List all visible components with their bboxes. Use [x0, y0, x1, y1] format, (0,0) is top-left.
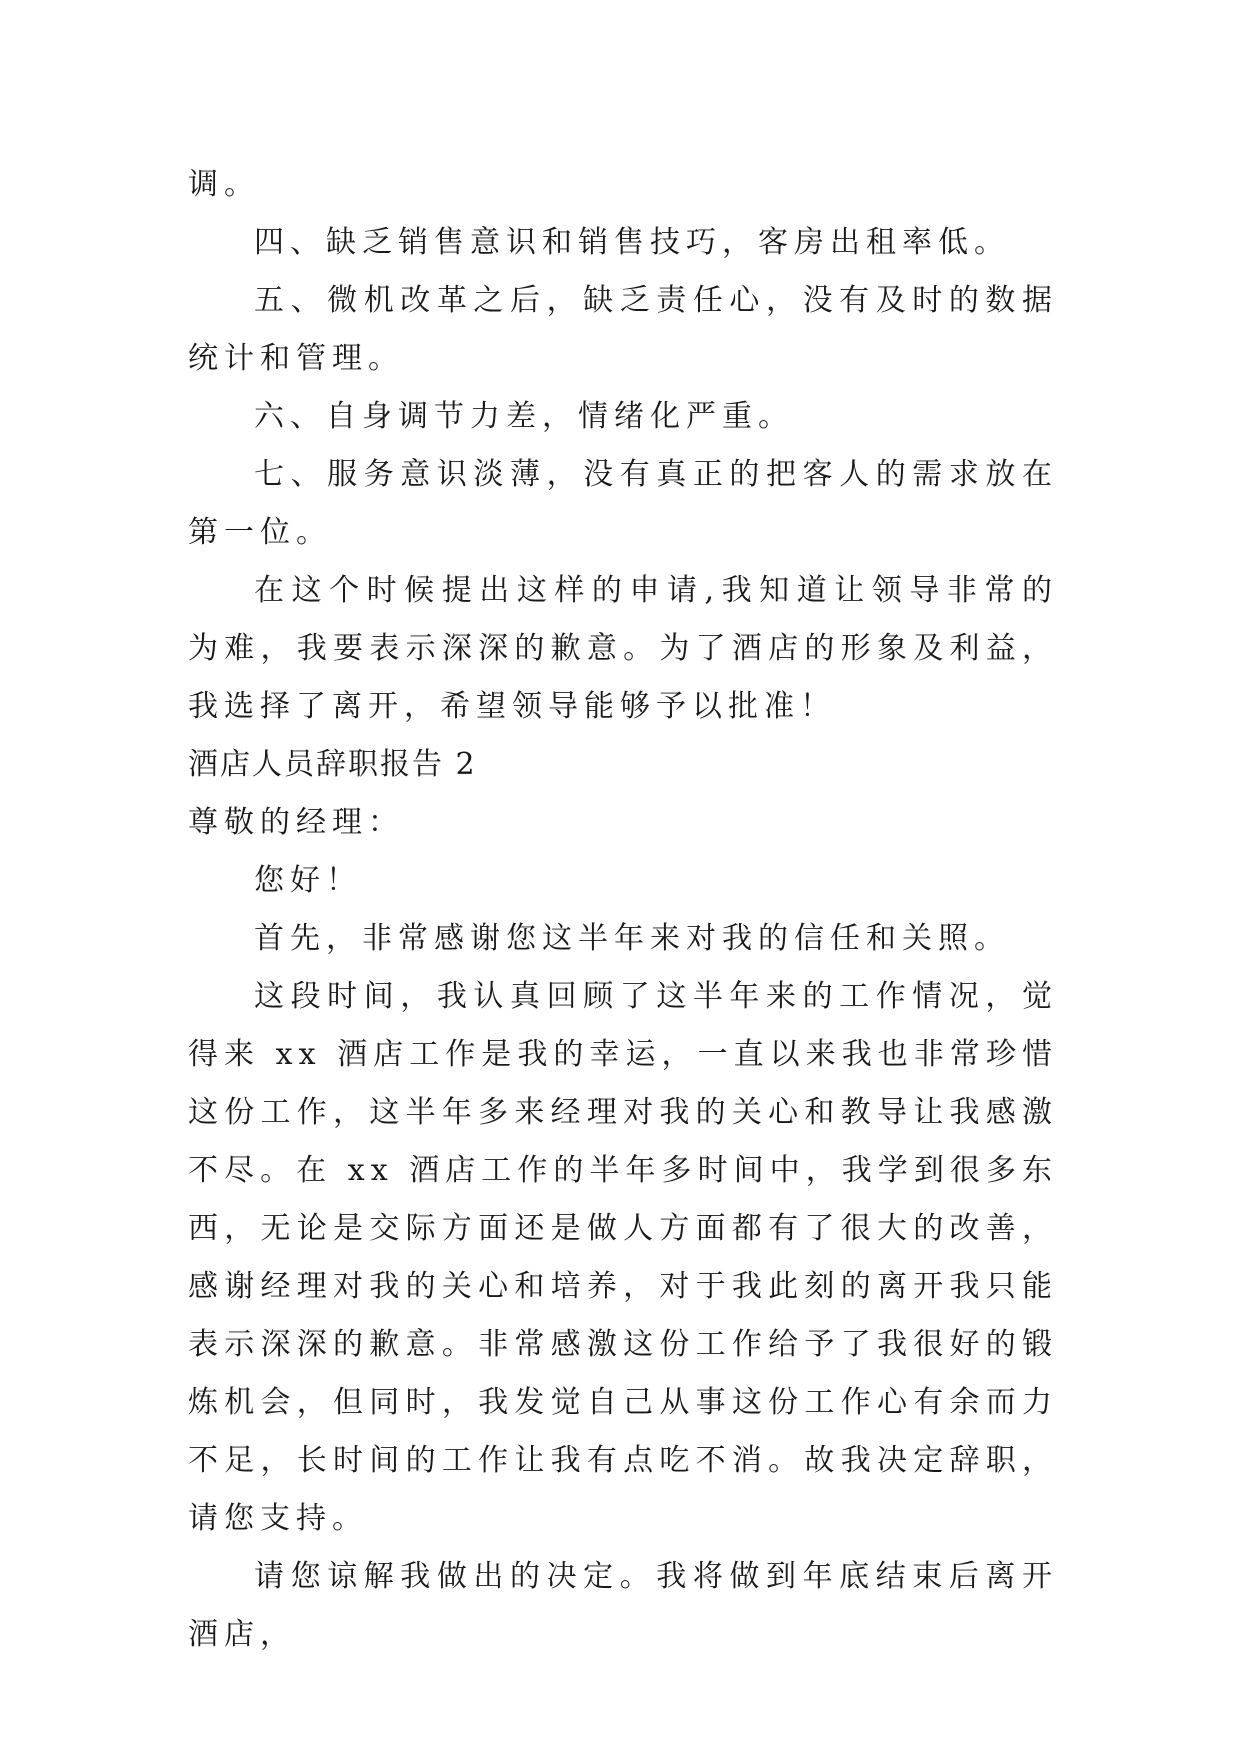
salutation: 尊敬的经理：	[188, 805, 404, 840]
paragraph-item-five: 五、微机改革之后，缺乏责任心，没有及时的数据统计和管理。	[188, 283, 1058, 376]
paragraph-thanks: 首先，非常感谢您这半年来对我的信任和关照。	[254, 921, 1010, 956]
paragraph-apology: 在这个时候提出这样的申请,我知道让领导非常的为难，我要表示深深的歉意。为了酒店的形象及利益，我选择了离开，希望领导能够予以批准！	[188, 573, 1058, 724]
paragraph-reflection: 这段时间，我认真回顾了这半年来的工作情况，觉得来 xx 酒店工作是我的幸运，一直以来我也非常珍惜这份工作，这半年多来经理对我的关心和教导让我感激不尽。在 xx 酒店工作的半年多时间中，我学到很多东西，无论是交际方面还是做人方面都有了很大的改善，感谢经理对我的关心和培养，对于我此刻的离开我只能表示深深的歉意。非常感激这份工作给予了我很好的锻炼机会，但同时，我发觉自己从事这份工作心有余而力不足，长时间的工作让我有点吃不消。故我决定辞职，请您支持。	[188, 979, 1058, 1536]
paragraph-continuation: 调。	[188, 167, 260, 202]
document-body	[188, 156, 1058, 1664]
paragraph-item-seven: 七、服务意识淡薄，没有真正的把客人的需求放在第一位。	[188, 457, 1058, 550]
section-title: 酒店人员辞职报告 2	[188, 747, 477, 782]
greeting: 您好！	[254, 863, 362, 898]
paragraph-decision: 请您谅解我做出的决定。我将做到年底结束后离开酒店，	[188, 1559, 1058, 1652]
paragraph-item-four: 四、缺乏销售意识和销售技巧，客房出租率低。	[254, 225, 1010, 260]
paragraph-item-six: 六、自身调节力差，情绪化严重。	[254, 399, 794, 434]
